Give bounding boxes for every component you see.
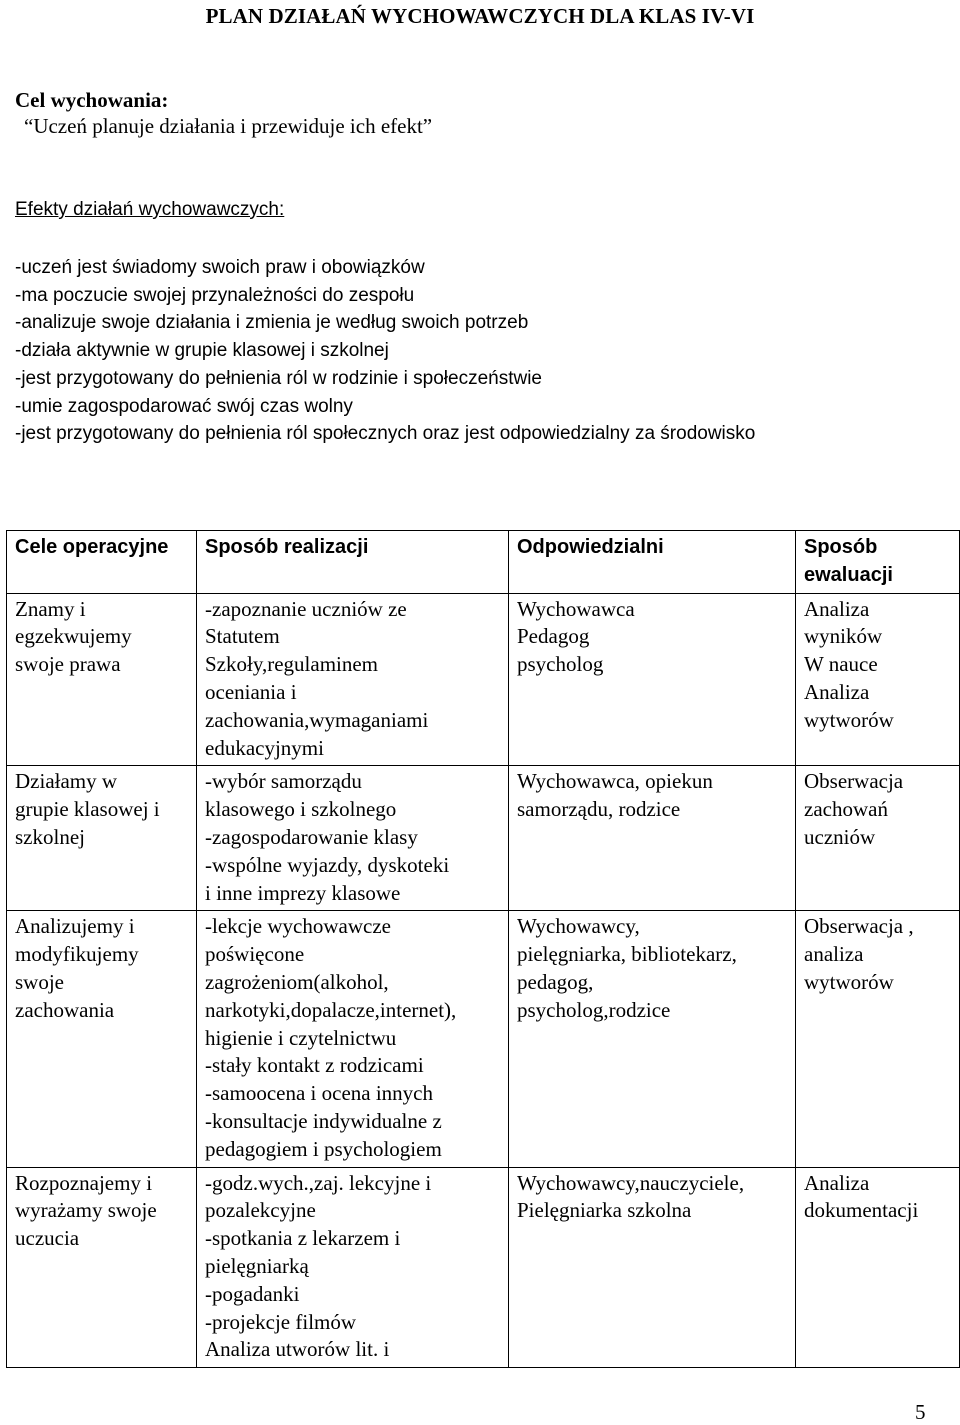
cell-line: Wychowawcy,nauczyciele, — [517, 1170, 745, 1195]
cell-line: uczucia — [15, 1226, 80, 1251]
cell-sposob-realizacji — [197, 766, 509, 911]
cell-line: -godz.wych.,zaj. lekcyjne i — [205, 1170, 432, 1195]
cell-line: Analiza — [804, 1170, 870, 1195]
cell-odpowiedzialni — [509, 766, 796, 911]
cell-line: -konsultacje indywidualne z — [205, 1108, 442, 1133]
page-title: PLAN DZIAŁAŃ WYCHOWAWCZYCH DLA KLAS IV-VI — [205, 4, 755, 28]
cell-line: szkolnej — [15, 824, 85, 849]
table-row — [7, 911, 960, 1167]
table-row — [7, 766, 960, 911]
cell-line: Pedagog — [517, 624, 590, 649]
cell-line: oceniania i — [205, 679, 297, 704]
cell-line: swoje prawa — [15, 652, 121, 677]
cell-line: Znamy i — [15, 596, 86, 621]
header-sposob-ewaluacji: Sposób ewaluacji — [796, 531, 960, 594]
cell-line: klasowego i szkolnego — [205, 797, 397, 822]
effects-heading: Efekty działań wychowawczych: — [15, 199, 285, 220]
cell-line: -zagospodarowanie klasy — [205, 824, 418, 849]
cell-line: wyrażamy swoje — [15, 1198, 157, 1223]
effects-list-item: -analizuje swoje działania i zmienia je według swoich potrzeb — [15, 312, 529, 334]
cell-line: -samoocena i ocena innych — [205, 1081, 433, 1106]
cell-line: W nauce — [804, 652, 878, 677]
cell-cel — [7, 766, 197, 911]
cell-line: samorządu, rodzice — [517, 797, 681, 822]
effects-list-item: -działa aktywnie w grupie klasowej i szkolnej — [15, 340, 389, 362]
cell-line: modyfikujemy — [15, 942, 139, 967]
cell-sposob-realizacji — [197, 593, 509, 766]
cell-sposob-realizacji — [197, 911, 509, 1167]
cell-sposob-ewaluacji — [796, 1167, 960, 1368]
cell-line: analiza — [804, 942, 864, 967]
effects-list-item: -uczeń jest świadomy swoich praw i obowiązków — [15, 257, 425, 278]
cell-line: pedagogiem i psychologiem — [205, 1136, 442, 1161]
cell-sposob-realizacji — [197, 1167, 509, 1368]
cell-line: pedagog, — [517, 969, 594, 994]
cell-cel — [7, 593, 197, 766]
cell-line: poświęcone — [205, 942, 305, 967]
cell-line: zachowania,wymaganiami — [205, 707, 429, 732]
effects-list-item: -umie zagospodarować swój czas wolny — [15, 395, 353, 417]
cell-odpowiedzialni — [509, 911, 796, 1167]
effects-list-item: -jest przygotowany do pełnienia ról społecznych oraz jest odpowiedzialny za środowisko — [15, 423, 756, 445]
cell-line: Pielęgniarka szkolna — [517, 1198, 692, 1223]
cell-line: Analiza utworów lit. i — [205, 1337, 390, 1362]
cell-line: Działamy w — [15, 769, 118, 794]
cell-line: -lekcje wychowawcze — [205, 914, 391, 939]
cell-line: grupie klasowej i — [15, 797, 160, 822]
cell-line: zachowań — [804, 797, 888, 822]
cell-line: narkotyki,dopalacze,internet), — [205, 997, 457, 1022]
table-header-row — [7, 531, 960, 594]
cell-line: wyników — [804, 624, 883, 649]
cell-line: -stały kontakt z rodzicami — [205, 1053, 424, 1078]
cell-line: swoje — [15, 969, 64, 994]
cell-line: wytworów — [804, 969, 894, 994]
cell-line: -zapoznanie uczniów ze — [205, 596, 407, 621]
plan-table — [6, 530, 960, 1368]
cell-line: Analizujemy i — [15, 914, 135, 939]
cell-line: psycholog,rodzice — [517, 997, 671, 1022]
cell-line: Wychowawca — [517, 596, 635, 621]
cell-line: -projekcje filmów — [205, 1309, 357, 1334]
cell-line: egzekwujemy — [15, 624, 132, 649]
cell-line: pielęgniarką — [205, 1253, 309, 1278]
cell-odpowiedzialni — [509, 593, 796, 766]
header-odpowiedzialni: Odpowiedzialni — [509, 531, 796, 594]
cell-line: -pogadanki — [205, 1281, 300, 1306]
cell-line: edukacyjnymi — [205, 735, 324, 760]
cell-sposob-ewaluacji — [796, 593, 960, 766]
cell-line: -wspólne wyjazdy, dyskoteki — [205, 852, 450, 877]
effects-list-item: -ma poczucie swojej przynależności do zespołu — [15, 284, 415, 306]
effects-list-item: -jest przygotowany do pełnienia ról w rodzinie i społeczeństwie — [15, 367, 542, 389]
table-row — [7, 1167, 960, 1368]
cell-line: psycholog — [517, 652, 604, 677]
cell-line: higienie i czytelnictwu — [205, 1025, 397, 1050]
cell-line: pielęgniarka, bibliotekarz, — [517, 942, 737, 967]
cell-odpowiedzialni — [509, 1167, 796, 1368]
goal-heading: Cel wychowania: — [15, 88, 169, 112]
table-row — [7, 593, 960, 766]
cell-line: zachowania — [15, 997, 115, 1022]
cell-line: Obserwacja — [804, 769, 904, 794]
cell-line: uczniów — [804, 824, 876, 849]
page-number: 5 — [915, 1400, 926, 1424]
cell-sposob-ewaluacji — [796, 766, 960, 911]
cell-line: Analiza — [804, 679, 870, 704]
cell-cel — [7, 911, 197, 1167]
cell-sposob-ewaluacji — [796, 911, 960, 1167]
cell-line: -wybór samorządu — [205, 769, 362, 794]
table-body — [7, 593, 960, 1368]
cell-line: Statutem — [205, 624, 280, 649]
cell-line: pozalekcyjne — [205, 1198, 316, 1223]
header-cele-operacyjne: Cele operacyjne — [7, 531, 197, 594]
cell-line: zagrożeniom(alkohol, — [205, 969, 389, 994]
header-sposob-realizacji: Sposób realizacji — [197, 531, 509, 594]
cell-line: dokumentacji — [804, 1198, 919, 1223]
cell-line: Analiza — [804, 596, 870, 621]
cell-line: Rozpoznajemy i — [15, 1170, 153, 1195]
cell-line: wytworów — [804, 707, 894, 732]
effects-list — [15, 254, 755, 448]
cell-line: Szkoły,regulaminem — [205, 652, 379, 677]
cell-line: i inne imprezy klasowe — [205, 880, 401, 905]
goal-text: “Uczeń planuje działania i przewiduje ich efekt” — [24, 114, 433, 138]
cell-line: Wychowawcy, — [517, 914, 640, 939]
cell-line: Obserwacja , — [804, 914, 914, 939]
cell-cel — [7, 1167, 197, 1368]
cell-line: -spotkania z lekarzem i — [205, 1226, 401, 1251]
cell-line: Wychowawca, opiekun — [517, 769, 713, 794]
